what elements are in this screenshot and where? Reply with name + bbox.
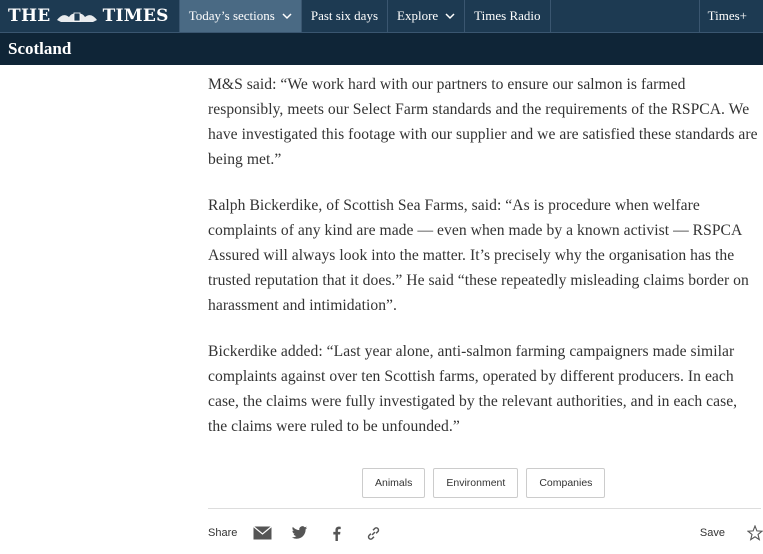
nav-past-six-days-label: Past six days (310, 8, 379, 23)
logo-text-the: THE (8, 6, 51, 26)
email-icon[interactable] (251, 522, 273, 544)
tag-companies[interactable]: Companies (526, 468, 605, 498)
nav-todays-sections[interactable] (180, 0, 302, 32)
link-icon[interactable] (362, 522, 384, 544)
tag-environment[interactable]: Environment (433, 468, 518, 498)
nav-spacer (551, 0, 700, 32)
share-label: Share (208, 527, 238, 539)
top-nav (0, 0, 763, 32)
article-paragraph: M&S said: “We work hard with our partners to ensure our salmon is farmed responsibly, meets our Select Farm standards and the requirements of the RSPCA. We have investigated this footage with our supplier and we are satisfied these standards are being met.” (208, 76, 758, 168)
article-paragraph: Bickerdike added: “Last year alone, anti-salmon farming campaigners made similar complaints against over ten Scottish farms, operated by different producers. In each case, the claims were fully investigated by the relevant authorities, and in each case, the claims were ruled to be unfounded.” (208, 343, 738, 435)
save-button[interactable] (700, 525, 763, 541)
nav-explore[interactable] (388, 0, 465, 32)
tag-animals[interactable]: Animals (362, 468, 425, 498)
chevron-down-icon (282, 11, 292, 21)
times-logo[interactable] (0, 0, 180, 32)
star-icon (747, 525, 763, 541)
nav-past-six-days[interactable] (302, 0, 388, 32)
section-bar (0, 32, 763, 65)
article-paragraph: Ralph Bickerdike, of Scottish Sea Farms, said: “As is procedure when welfare complaints of any kind are made — even when made by a known activist — RSPCA Assured will always look into the matter. It’s precisely why the organisation has the trusted reputation that it does.” He said “these repeatedly misleading claims border on harassment and intimidation”. (208, 197, 749, 314)
topic-tags (362, 468, 605, 498)
nav-times-plus[interactable] (700, 0, 763, 32)
nav-times-plus-label: Times+ (707, 8, 747, 23)
section-title[interactable]: Scotland (8, 39, 72, 58)
nav-times-radio-label: Times Radio (474, 8, 541, 23)
nav-times-radio[interactable] (465, 0, 550, 32)
article-body (208, 72, 760, 460)
share-bar (208, 520, 763, 546)
divider (208, 508, 761, 509)
nav-todays-sections-label: Today’s sections (188, 8, 275, 23)
facebook-icon[interactable] (325, 522, 347, 544)
chevron-down-icon (445, 11, 455, 21)
twitter-icon[interactable] (288, 522, 310, 544)
save-label: Save (699, 527, 725, 539)
crest-icon (55, 9, 99, 23)
logo-text-times: TIMES (102, 6, 169, 26)
nav-explore-label: Explore (397, 8, 439, 23)
